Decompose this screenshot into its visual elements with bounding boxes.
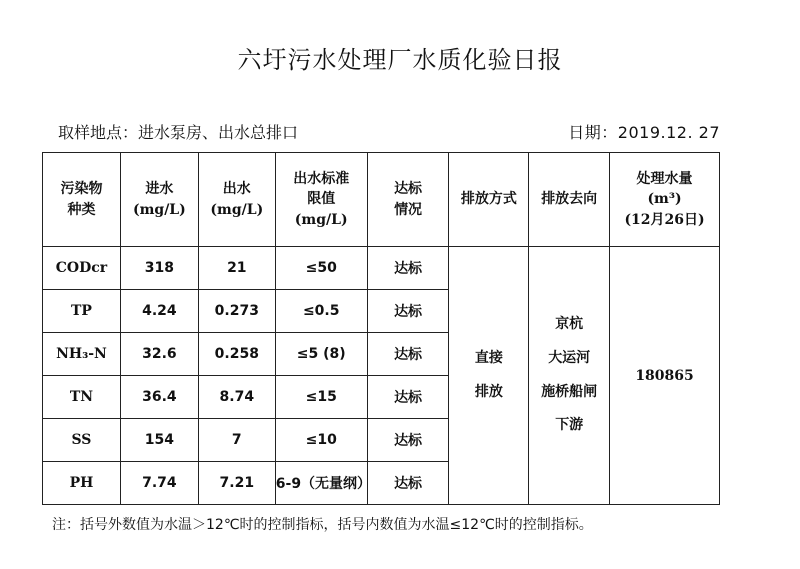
sampling-location: 取样地点：进水泵房、出水总排口 <box>58 123 299 142</box>
pollutant-name: CODcr <box>43 247 121 290</box>
compliance-status: 达标 <box>367 333 449 376</box>
limit-value: ≤5 (8) <box>275 333 367 376</box>
influent-value: 32.6 <box>120 333 198 376</box>
report-title: 六圩污水处理厂水质化验日报 <box>237 46 563 74</box>
header-pollutant: 污染物 种类 <box>43 153 121 247</box>
limit-value: ≤50 <box>275 247 367 290</box>
effluent-value: 0.258 <box>198 333 275 376</box>
influent-value: 4.24 <box>120 290 198 333</box>
compliance-status: 达标 <box>367 376 449 419</box>
header-compliance: 达标 情况 <box>367 153 449 247</box>
compliance-status: 达标 <box>367 247 449 290</box>
effluent-value: 7.21 <box>198 462 275 505</box>
effluent-value: 0.273 <box>198 290 275 333</box>
influent-value: 154 <box>120 419 198 462</box>
limit-value: ≤10 <box>275 419 367 462</box>
compliance-status: 达标 <box>367 290 449 333</box>
report-date: 日期：2019.12. 27 <box>568 123 720 142</box>
discharge-method-cell: 直接 排放 <box>449 247 529 505</box>
pollutant-name: SS <box>43 419 121 462</box>
limit-value: ≤15 <box>275 376 367 419</box>
footnote: 注：括号外数值为水温＞12℃时的控制指标，括号内数值为水温≤12℃时的控制指标。 <box>52 517 593 533</box>
influent-value: 36.4 <box>120 376 198 419</box>
table-row <box>43 247 720 290</box>
effluent-value: 8.74 <box>198 376 275 419</box>
header-limit: 出水标准 限值 (mg/L) <box>275 153 367 247</box>
header-influent: 进水 (mg/L) <box>120 153 198 247</box>
header-effluent: 出水 (mg/L) <box>198 153 275 247</box>
pollutant-name: TP <box>43 290 121 333</box>
header-discharge-dest: 排放去向 <box>529 153 610 247</box>
effluent-value: 21 <box>198 247 275 290</box>
table-header-row <box>43 153 720 247</box>
water-quality-table <box>42 152 720 505</box>
limit-value: 6-9（无量纲） <box>275 462 367 505</box>
treated-volume-value: 180865 <box>610 247 720 505</box>
effluent-value: 7 <box>198 419 275 462</box>
header-discharge-method: 排放方式 <box>449 153 529 247</box>
header-volume: 处理水量 (m³) (12月26日) <box>610 153 720 247</box>
pollutant-name: NH₃-N <box>43 333 121 376</box>
pollutant-name: PH <box>43 462 121 505</box>
limit-value: ≤0.5 <box>275 290 367 333</box>
pollutant-name: TN <box>43 376 121 419</box>
discharge-dest-cell: 京杭 大运河 施桥船闸 下游 <box>529 247 610 505</box>
compliance-status: 达标 <box>367 462 449 505</box>
influent-value: 318 <box>120 247 198 290</box>
compliance-status: 达标 <box>367 419 449 462</box>
influent-value: 7.74 <box>120 462 198 505</box>
